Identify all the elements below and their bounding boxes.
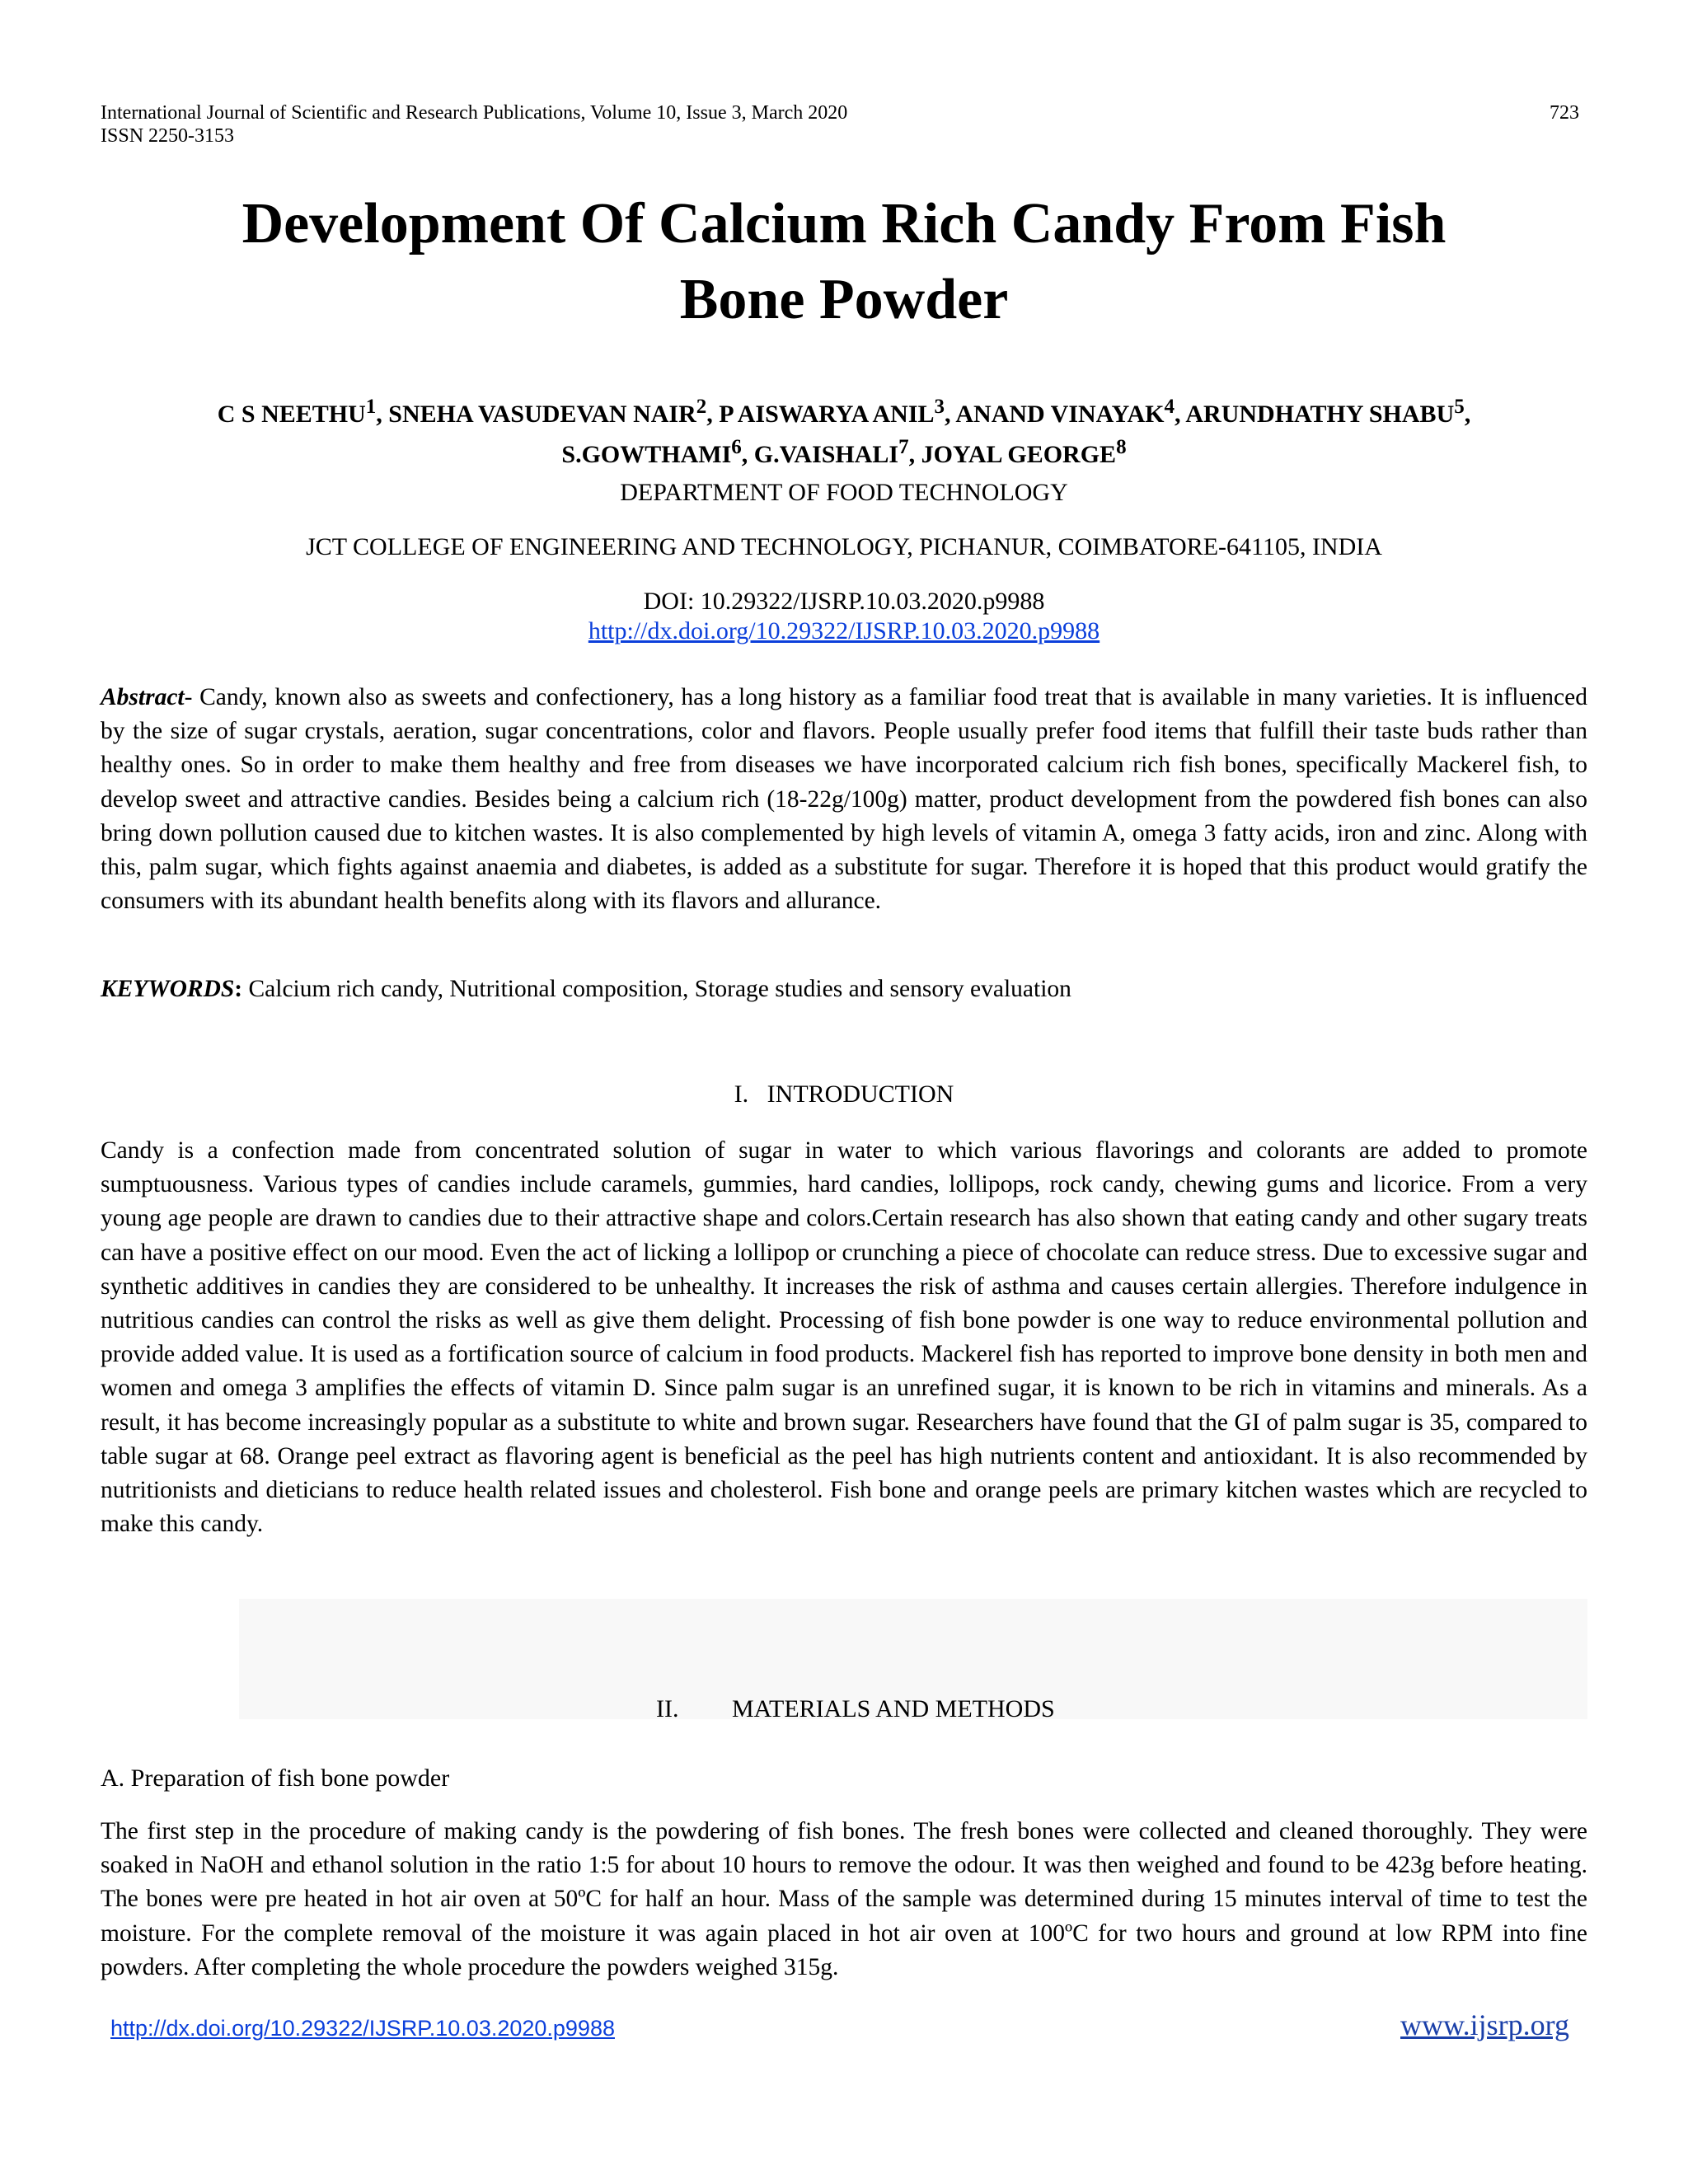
author-name: JOYAL GEORGE: [921, 441, 1117, 468]
title-line-2: Bone Powder: [679, 268, 1009, 331]
abstract: [101, 681, 1587, 918]
author-line-2: [101, 431, 1587, 471]
doi-link[interactable]: http://dx.doi.org/10.29322/IJSRP.10.03.2020.p9988: [588, 617, 1100, 644]
author-affiliation-number: 5: [1454, 396, 1465, 418]
doi-text: DOI: 10.29322/IJSRP.10.03.2020.p9988: [643, 588, 1045, 615]
author-affiliation-number: 6: [731, 436, 742, 458]
page-number: 723: [1550, 102, 1579, 124]
author-name: ANAND VINAYAK: [955, 401, 1165, 428]
author-separator: ,: [706, 401, 720, 428]
author-affiliation-number: 3: [934, 396, 945, 418]
introduction-text: Candy is a confection made from concentrated solution of sugar in water to which various flavorings and colorants are added to promote sumptuousness. Various types of candies include caramels, gummies, hard candies, lollipops, rock candy, chewing gums and licorice. From a very young age people are drawn to candies due to their attractive shape and colors.Certain research has also shown that eating candy and other sugary treats can have a positive effect on our mood. Even the act of licking a lollipop or crunching a piece of chocolate can reduce stress. Due to excessive sugar and synthetic additives in candies they are considered to be unhealthy. It increases the risk of asthma and causes certain allergies. Therefore indulgence in nutritious candies can control the risks as well as give them delight. Processing of fish bone powder is one way to reduce environmental pollution and provide added value. It is used as a fortification source of calcium in food products. Mackerel fish has reported to improve bone density in both men and women and omega 3 amplifies the effects of vitamin D. Since palm sugar is an unrefined sugar, it is known to be rich in vitamins and minerals. As a result, it has become increasingly popular as a substitute to white and brown sugar. Researchers have found that the GI of palm sugar is 35, compared to table sugar at 68. Orange peel extract as flavoring agent is beneficial as the peel has high nutrients content and antioxidant. It is also recommended by nutritionists and dieticians to reduce health related issues and cholesterol. Fish bone and orange peels are primary kitchen wastes which are recycled to make this candy.: [101, 1137, 1587, 1538]
author-affiliation-number: 8: [1116, 436, 1127, 458]
doi-link-wrapper: [101, 616, 1587, 646]
author-name: SNEHA VASUDEVAN NAIR: [388, 401, 696, 428]
section-heading-materials: MATERIALS AND METHODS: [732, 1695, 1055, 1722]
title-line-1: Development Of Calcium Rich Candy From Fish: [241, 192, 1447, 255]
keywords-text: Calcium rich candy, Nutritional composition, Storage studies and sensory evaluation: [242, 976, 1071, 1002]
journal-header: International Journal of Scientific and Research Publications, Volume 10, Issue 3, March 2020: [101, 102, 848, 124]
author-name: ARUNDHATHY SHABU: [1185, 401, 1455, 428]
keywords-label: KEYWORDS: [101, 976, 235, 1002]
abstract-label: Abstract: [101, 684, 185, 710]
keywords: [101, 972, 1587, 1006]
keywords-colon: :: [234, 976, 243, 1002]
author-name: G.VAISHALI: [753, 441, 899, 468]
author-affiliation-number: 4: [1164, 396, 1175, 418]
footer-doi-link[interactable]: http://dx.doi.org/10.29322/IJSRP.10.03.2020.p9988: [110, 2016, 615, 2041]
author-line-1: [101, 391, 1587, 431]
author-separator: ,: [1175, 401, 1186, 428]
author-name: C S NEETHU: [217, 401, 366, 428]
author-list: [101, 391, 1587, 471]
footer-website-link[interactable]: www.ijsrp.org: [1400, 2008, 1569, 2041]
department: DEPARTMENT OF FOOD TECHNOLOGY: [620, 479, 1068, 506]
author-name: P AISWARYA ANIL: [719, 401, 935, 428]
abstract-text: - Candy, known also as sweets and confectionery, has a long history as a familiar food treat that is available in many varieties. It is influenced by the size of sugar crystals, aeration, sugar concentrations, color and flavors. People usually prefer food items that fulfill their taste buds rather than healthy ones. So in order to make them healthy and free from diseases we have incorporated calcium rich fish bones, specifically Mackerel fish, to develop sweet and attractive candies. Besides being a calcium rich (18-22g/100g) matter, product development from the powdered fish bones can also bring down pollution caused due to kitchen wastes. It is also complemented by high levels of vitamin A, omega 3 fatty acids, iron and zinc. Along with this, palm sugar, which fights against anaemia and diabetes, is added as a substitute for sugar. Therefore it is hoped that this product would gratify the consumers with its abundant health benefits along with its flavors and allurance.: [101, 684, 1587, 915]
author-separator: ,: [945, 401, 956, 428]
author-affiliation-number: 7: [898, 436, 909, 458]
author-affiliation-number: 2: [696, 396, 707, 418]
author-separator: ,: [908, 441, 921, 468]
author-separator: ,: [1464, 401, 1471, 428]
issn-line: ISSN 2250-3153: [101, 125, 235, 147]
section-heading-introduction: I. INTRODUCTION: [734, 1080, 954, 1108]
subsection-heading-fish-bone-powder: A. Preparation of fish bone powder: [101, 1765, 450, 1792]
fish-bone-powder-text: The first step in the procedure of making candy is the powdering of fish bones. The fresh bones were collected and cleaned thoroughly. They were soaked in NaOH and ethanol solution in the ratio 1:5 for about 10 hours to remove the odour. It was then weighed and found to be 423g before heating. The bones were pre heated in hot air oven at 50ºC for half an hour. Mass of the sample was determined during 15 minutes interval of time to test the moisture. For the complete removal of the moisture it was again placed in hot air oven at 100ºC for two hours and ground at low RPM into fine powders. After completing the whole procedure the powders weighed 315g.: [101, 1818, 1587, 1980]
author-name: S.GOWTHAMI: [561, 441, 732, 468]
author-separator: ,: [741, 441, 754, 468]
section-number-materials: II.: [656, 1695, 679, 1722]
author-separator: ,: [376, 401, 389, 428]
college-affiliation: JCT COLLEGE OF ENGINEERING AND TECHNOLOGY, PICHANUR, COIMBATORE-641105, INDIA: [306, 533, 1382, 560]
paper-title: [101, 186, 1587, 338]
author-affiliation-number: 1: [365, 396, 377, 418]
